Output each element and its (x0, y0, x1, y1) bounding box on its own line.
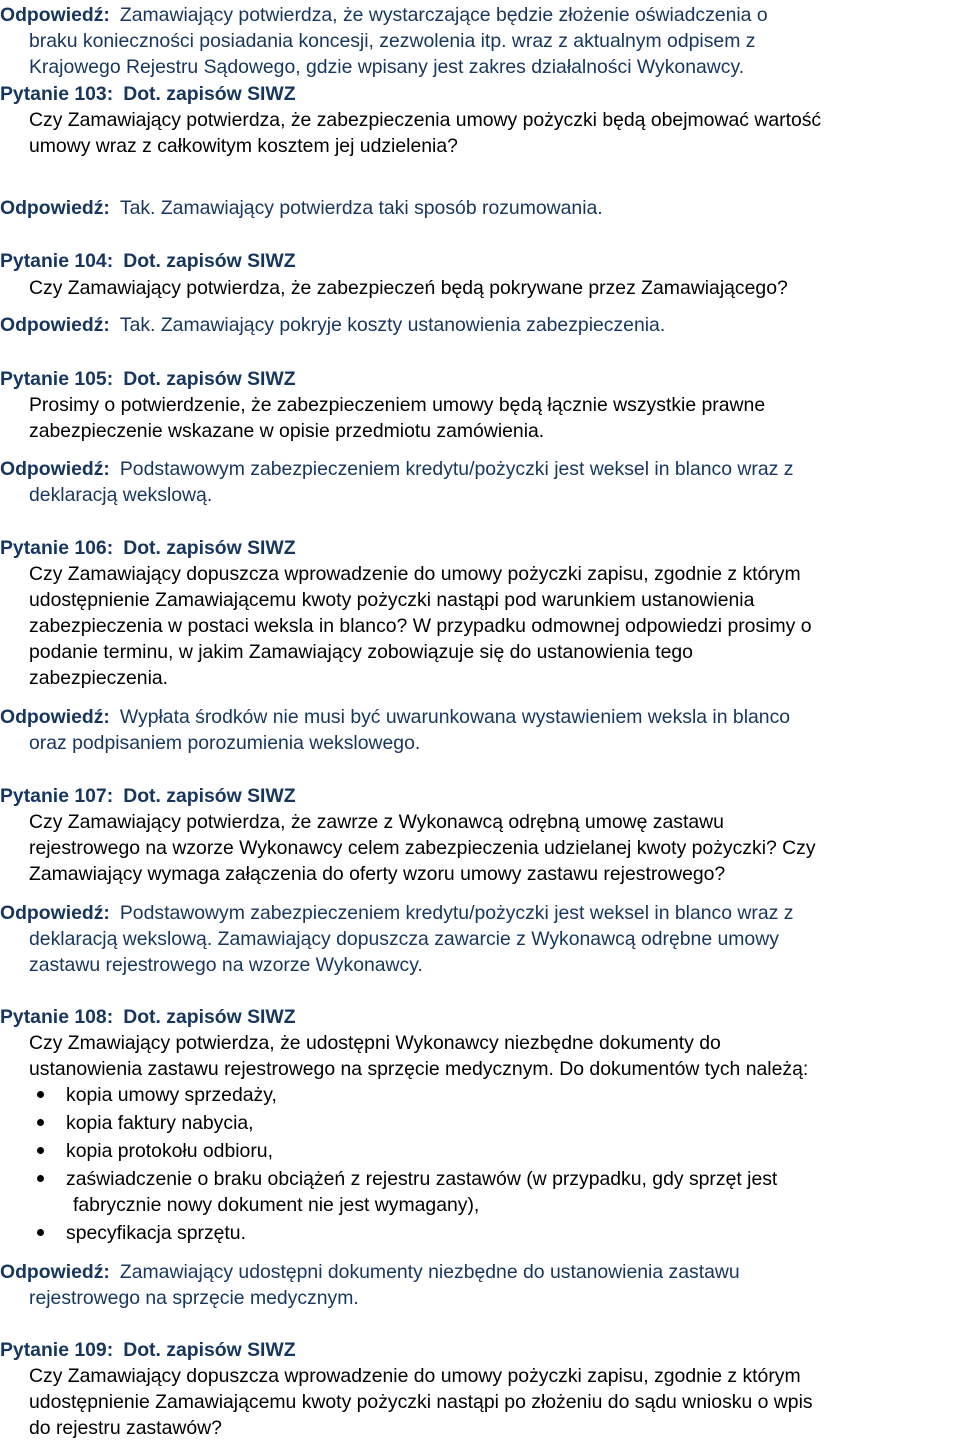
answer-text: Zamawiający potwierdza, że wystarczające będzie złożenie oświadczenia o (119, 4, 768, 26)
question-number: Pytanie 105: (0, 368, 114, 390)
question-number: Pytanie 104: (0, 250, 114, 272)
answer-text: deklaracją wekslową. (29, 484, 213, 506)
question-text: Czy Zamawiający potwierdza, że zawrze z Wykonawcą odrębną umowę zastawu (29, 811, 724, 833)
question-number: Pytanie 106: (0, 537, 114, 559)
question-heading (0, 81, 296, 107)
answer-line (0, 195, 603, 221)
question-reference: Dot. zapisów SIWZ (123, 785, 296, 807)
question-reference: Dot. zapisów SIWZ (123, 1006, 296, 1028)
question-text: umowy wraz z całkowitym kosztem jej udzielenia? (29, 135, 458, 157)
bullet-dot-icon (37, 1147, 44, 1154)
answer-text: Zamawiający udostępni dokumenty niezbędne do ustanowienia zastawu (119, 1261, 740, 1283)
answer-label: Odpowiedź: (0, 902, 110, 924)
answer-line (0, 456, 793, 482)
answer-line (0, 2, 768, 28)
question-reference: Dot. zapisów SIWZ (123, 537, 296, 559)
question-heading (0, 1337, 296, 1363)
answer-text: Tak. Zamawiający pokryje koszty ustanowienia zabezpieczenia. (119, 314, 666, 336)
question-heading (0, 783, 296, 809)
question-text: udostępnienie Zamawiającemu kwoty pożyczki nastąpi pod warunkiem ustanowienia (29, 589, 755, 611)
bullet-dot-icon (37, 1175, 44, 1182)
question-number: Pytanie 108: (0, 1006, 114, 1028)
answer-label: Odpowiedź: (0, 314, 110, 336)
bullet-dot-icon (37, 1091, 44, 1098)
list-item: kopia umowy sprzedaży, (66, 1084, 277, 1106)
answer-text: Tak. Zamawiający potwierdza taki sposób rozumowania. (119, 197, 603, 219)
question-text: Czy Zmawiający potwierdza, że udostępni Wykonawcy niezbędne dokumenty do (29, 1032, 721, 1054)
question-reference: Dot. zapisów SIWZ (123, 250, 296, 272)
answer-label: Odpowiedź: (0, 1261, 110, 1283)
answer-text: braku konieczności posiadania koncesji, zezwolenia itp. wraz z aktualnym odpisem z (29, 30, 756, 52)
question-text: Zamawiający wymaga załączenia do oferty wzoru umowy zastawu rejestrowego? (29, 863, 726, 885)
question-number: Pytanie 109: (0, 1339, 114, 1361)
answer-text: oraz podpisaniem porozumienia wekslowego. (29, 732, 421, 754)
answer-text: Krajowego Rejestru Sądowego, gdzie wpisany jest zakres działalności Wykonawcy. (29, 56, 745, 78)
list-item-continuation: fabrycznie nowy dokument nie jest wymagany), (73, 1194, 480, 1216)
answer-label: Odpowiedź: (0, 706, 110, 728)
question-text: rejestrowego na wzorze Wykonawcy celem zabezpieczenia udzielanej kwoty pożyczki? Czy (29, 837, 816, 859)
bullet-dot-icon (37, 1119, 44, 1126)
answer-line (0, 1259, 740, 1285)
question-reference: Dot. zapisów SIWZ (123, 1339, 296, 1361)
question-text: ustanowienia zastawu rejestrowego na sprzęcie medycznym. Do dokumentów tych należą: (29, 1058, 809, 1080)
question-reference: Dot. zapisów SIWZ (123, 368, 296, 390)
list-item: zaświadczenie o braku obciążeń z rejestru zastawów (w przypadku, gdy sprzęt jest (66, 1168, 778, 1190)
question-number: Pytanie 103: (0, 83, 114, 105)
question-reference: Dot. zapisów SIWZ (123, 83, 296, 105)
answer-label: Odpowiedź: (0, 458, 110, 480)
answer-text: rejestrowego na sprzęcie medycznym. (29, 1287, 359, 1309)
bullet-dot-icon (37, 1229, 44, 1236)
list-item: kopia protokołu odbioru, (66, 1140, 273, 1162)
answer-text: Podstawowym zabezpieczeniem kredytu/pożyczki jest weksel in blanco wraz z (119, 458, 794, 480)
question-text: zabezpieczenia. (29, 667, 169, 689)
answer-line (0, 704, 790, 730)
question-text: do rejestru zastawów? (29, 1417, 222, 1439)
question-heading (0, 248, 296, 274)
question-heading (0, 535, 296, 561)
question-text: Czy Zamawiający potwierdza, że zabezpieczeń będą pokrywane przez Zamawiającego? (29, 277, 788, 299)
list-item: specyfikacja sprzętu. (66, 1222, 246, 1244)
question-text: udostępnienie Zamawiającemu kwoty pożyczki nastąpi po złożeniu do sądu wniosku o wpis (29, 1391, 813, 1413)
question-text: Prosimy o potwierdzenie, że zabezpieczeniem umowy będą łącznie wszystkie prawne (29, 394, 766, 416)
question-number: Pytanie 107: (0, 785, 114, 807)
answer-line (0, 900, 793, 926)
question-text: zabezpieczenie wskazane w opisie przedmiotu zamówienia. (29, 420, 545, 442)
answer-line (0, 312, 665, 338)
answer-label: Odpowiedź: (0, 197, 110, 219)
answer-text: deklaracją wekslową. Zamawiający dopuszcza zawarcie z Wykonawcą odrębne umowy (29, 928, 779, 950)
answer-text: Podstawowym zabezpieczeniem kredytu/pożyczki jest weksel in blanco wraz z (119, 902, 794, 924)
question-text: Czy Zamawiający dopuszcza wprowadzenie do umowy pożyczki zapisu, zgodnie z którym (29, 1365, 801, 1387)
question-heading (0, 1004, 296, 1030)
answer-label: Odpowiedź: (0, 4, 110, 26)
question-text: podanie terminu, w jakim Zamawiający zobowiązuje się do ustanowienia tego (29, 641, 693, 663)
question-text: Czy Zamawiający dopuszcza wprowadzenie do umowy pożyczki zapisu, zgodnie z którym (29, 563, 801, 585)
list-item: kopia faktury nabycia, (66, 1112, 254, 1134)
question-text: zabezpieczenia w postaci weksla in blanco? W przypadku odmownej odpowiedzi prosimy o (29, 615, 812, 637)
answer-text: zastawu rejestrowego na wzorze Wykonawcy. (29, 954, 423, 976)
question-heading (0, 366, 296, 392)
answer-text: Wypłata środków nie musi być uwarunkowana wystawieniem weksla in blanco (119, 706, 791, 728)
question-text: Czy Zamawiający potwierdza, że zabezpieczenia umowy pożyczki będą obejmować wartość (29, 109, 822, 131)
